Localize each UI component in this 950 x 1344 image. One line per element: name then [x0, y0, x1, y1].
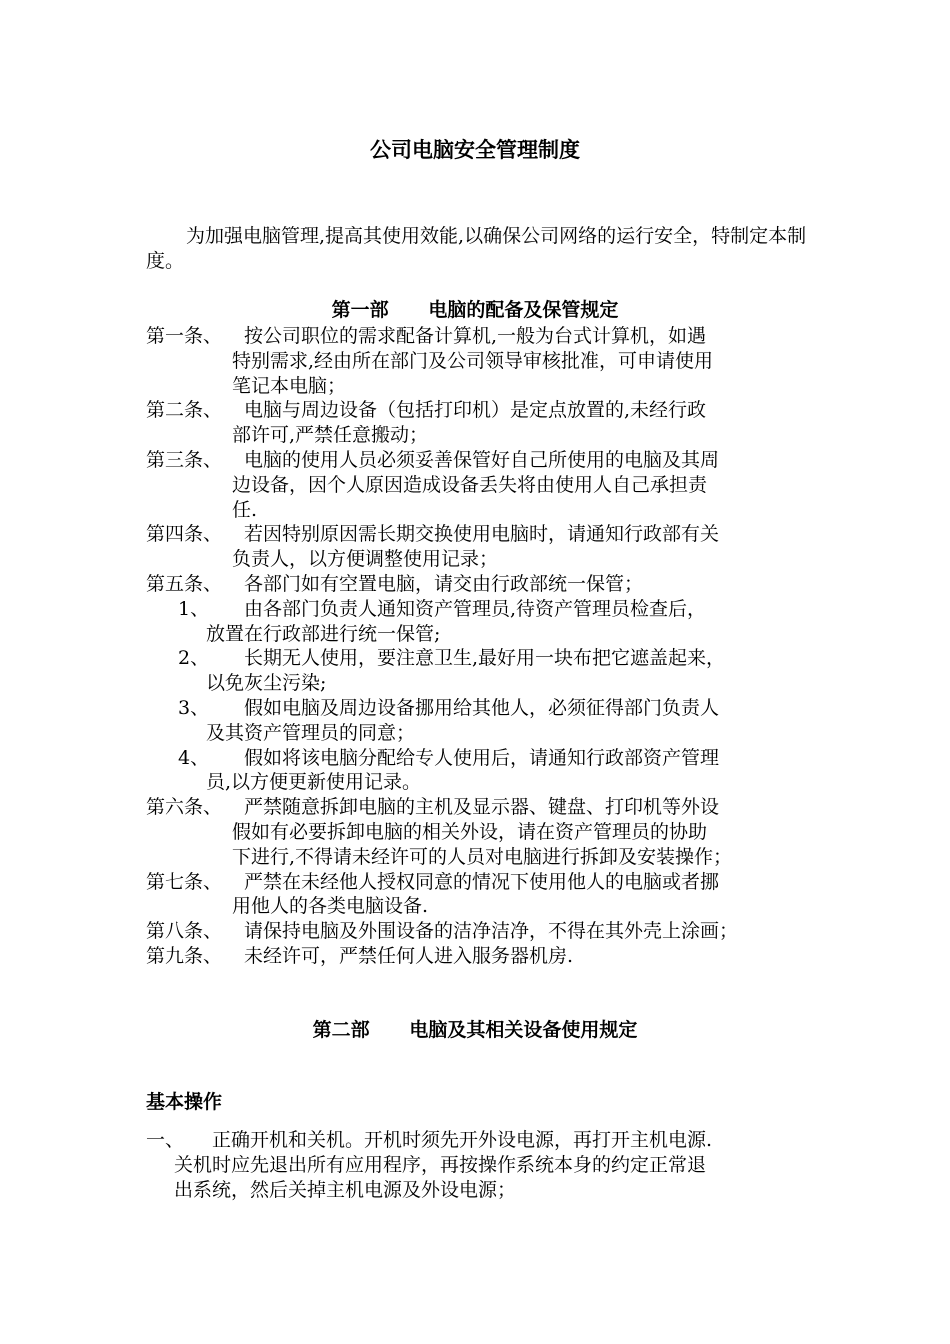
- article-text-cont: 用他人的各类电脑设备.: [232, 895, 429, 918]
- intro-paragraph: 为加强电脑管理,提高其使用效能,以确保公司网络的运行安全，特制定本制度。: [146, 225, 807, 272]
- article-text: 若因特别原因需长期交换使用电脑时，请通知行政部有关: [244, 523, 720, 546]
- article-text-cont: 负责人，以方便调整使用记录；: [232, 548, 499, 571]
- part1-heading: 第一部 电脑的配备及保管规定: [331, 299, 619, 321]
- sub-item-text-cont: 员,以方便更新使用记录。: [206, 771, 422, 794]
- article-label: 第七条、: [146, 870, 223, 893]
- article-text: 请保持电脑及外围设备的洁净洁净，不得在其外壳上涂画；: [244, 920, 739, 943]
- article-text-cont: 笔记本电脑；: [232, 374, 347, 397]
- article-label: 第六条、: [146, 796, 223, 819]
- article-5: [146, 572, 826, 597]
- article-label: 第八条、: [146, 920, 223, 943]
- part2-items: [146, 1128, 826, 1202]
- article-text: 电脑与周边设备（包括打印机）是定点放置的,未经行政: [244, 399, 707, 422]
- sub-item-label: 1、: [178, 597, 210, 620]
- article-text-cont: 假如有必要拆卸电脑的相关外设，请在资产管理员的协助: [232, 820, 708, 843]
- article-9: [146, 944, 826, 969]
- basic-item-label: 一、: [146, 1129, 185, 1151]
- article-8: [146, 919, 826, 944]
- article-6: [146, 795, 826, 869]
- article-text: 各部门如有空置电脑，请交由行政部统一保管；: [244, 572, 644, 595]
- article-text: 电脑的使用人员必须妥善保管好自己所使用的电脑及其周: [244, 448, 720, 471]
- article-text-cont: 部许可,严禁任意搬动；: [232, 424, 429, 447]
- article-text-cont: 特别需求,经由所在部门及公司领导审核批准，可申请使用: [232, 349, 714, 372]
- basic-item-1: [146, 1128, 826, 1202]
- sub-item-label: 3、: [178, 696, 210, 719]
- section-heading-basic-operations: 基本操作: [146, 1091, 223, 1113]
- article-text: 严禁随意拆卸电脑的主机及显示器、键盘、打印机等外设: [244, 796, 720, 819]
- article-text: 严禁在未经他人授权同意的情况下使用他人的电脑或者挪: [244, 870, 720, 893]
- part1-articles: [146, 324, 826, 969]
- sub-item-label: 4、: [178, 746, 210, 769]
- article-3: [146, 448, 826, 522]
- sub-item-4: [146, 746, 826, 796]
- part2-heading: 第二部 电脑及其相关设备使用规定: [312, 1019, 638, 1041]
- article-label: 第五条、: [146, 572, 223, 595]
- basic-item-text-cont: 关机时应先退出所有应用程序，再按操作系统本身的约定正常退: [174, 1153, 707, 1176]
- article-label: 第二条、: [146, 399, 223, 422]
- article-text-cont: 边设备，因个人原因造成设备丢失将由使用人自己承担责: [232, 473, 708, 496]
- article-label: 第三条、: [146, 448, 223, 471]
- article-1: [146, 324, 826, 398]
- article-text-cont: 下进行,不得请未经许可的人员对电脑进行拆卸及安装操作；: [232, 845, 733, 868]
- article-label: 第九条、: [146, 944, 223, 967]
- article-text-cont: 任.: [232, 498, 258, 521]
- sub-item-2: [146, 646, 826, 696]
- sub-item-text: 由各部门负责人通知资产管理员,待资产管理员检查后，: [244, 597, 707, 620]
- article-text: 按公司职位的需求配备计算机,一般为台式计算机，如遇: [244, 325, 707, 347]
- sub-item-text: 假如将该电脑分配给专人使用后，请通知行政部资产管理: [244, 746, 720, 769]
- sub-item-label: 2、: [178, 647, 210, 670]
- article-2: [146, 398, 826, 448]
- basic-item-text: 正确开机和关机。开机时须先开外设电源，再打开主机电源.: [212, 1129, 713, 1151]
- sub-item-text-cont: 以免灰尘污染;: [206, 672, 327, 695]
- article-7: [146, 870, 826, 920]
- basic-item-text-cont: 出系统，然后关掉主机电源及外设电源；: [174, 1178, 517, 1201]
- article-4: [146, 522, 826, 572]
- document-title: 公司电脑安全管理制度: [370, 138, 580, 162]
- article-label: 第一条、: [146, 325, 223, 347]
- sub-item-3: [146, 696, 826, 746]
- sub-item-text-cont: 放置在行政部进行统一保管;: [206, 622, 441, 645]
- sub-item-text: 假如电脑及周边设备挪用给其他人，必须征得部门负责人: [244, 696, 720, 719]
- article-label: 第四条、: [146, 523, 223, 546]
- sub-item-text: 长期无人使用，要注意卫生,最好用一块布把它遮盖起来，: [244, 647, 726, 670]
- sub-item-1: [146, 597, 826, 647]
- sub-item-text-cont: 及其资产管理员的同意；: [206, 721, 416, 744]
- article-text: 未经许可，严禁任何人进入服务器机房.: [244, 944, 574, 967]
